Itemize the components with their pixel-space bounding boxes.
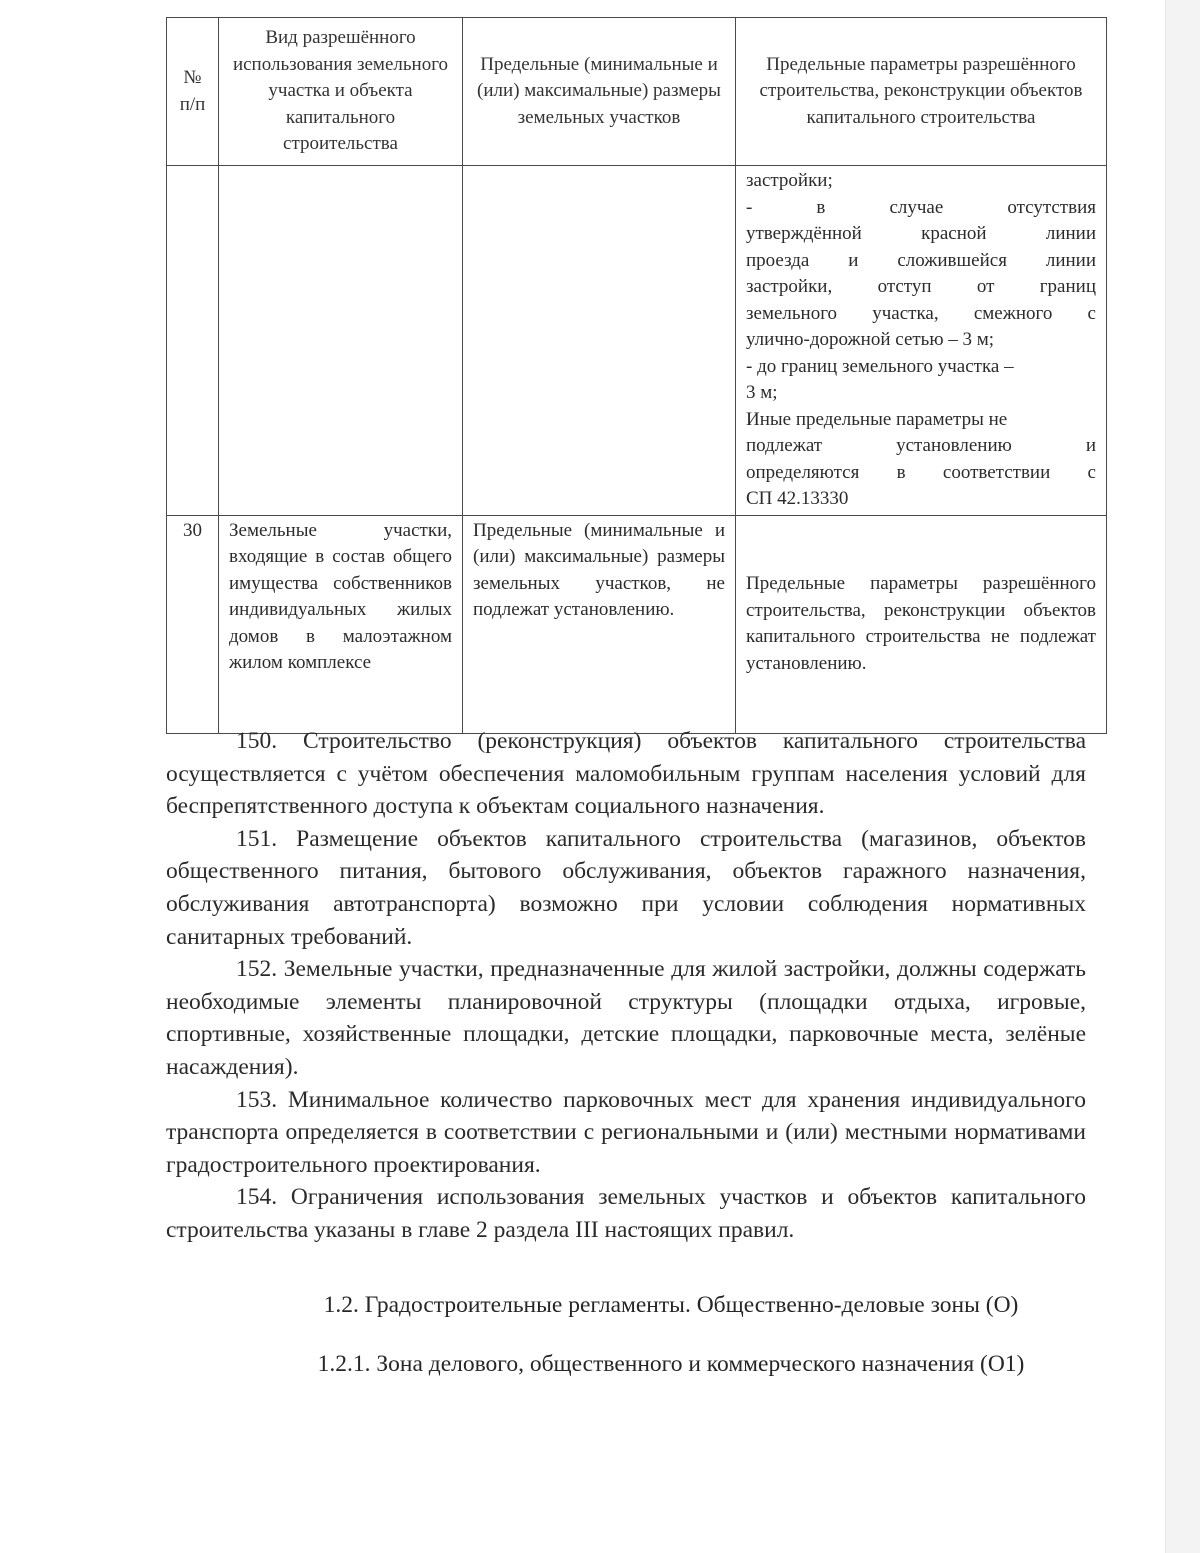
cell-empty (167, 166, 219, 516)
params-continuation-line: СП 42.13330 (746, 488, 849, 509)
table-row-continuation (167, 166, 1107, 516)
scan-edge-strip (1165, 0, 1200, 1553)
header-number: № п/п (167, 18, 219, 166)
paragraph-154: 154. Ограничения использования земельных участков и объектов капитального строительства указаны в главе 2 раздела III настоящих правил. (166, 1184, 1086, 1243)
params-continuation-line: застройки, отступ от границ (746, 276, 1096, 297)
table-row-30 (167, 515, 1107, 733)
params-continuation-line: подлежат установлению и (746, 435, 1096, 456)
params-continuation-line: Иные предельные параметры не (746, 408, 1008, 430)
cell-use-type: Земельные участки, входящие в состав общего имущества собственников индивидуальных жилых домов в малоэтажном жилом комплексе (219, 515, 463, 733)
paragraph-152: 152. Земельные участки, предназначенные для жилой застройки, должны содержать необходимые элементы планировочной структуры (площадки отдыха, игровые, спортивные, хозяйственные площадки, детские площадки, парковочные места, зелёные насаждения). (166, 956, 1086, 1080)
cell-row-number: 30 (167, 515, 219, 733)
params-continuation-line: утверждённой красной линии (746, 223, 1096, 244)
header-use-type: Вид разрешённого использования земельного участка и объекта капитального строительства (219, 18, 463, 166)
params-continuation-line: - в случае отсутствия (746, 196, 1096, 218)
params-continuation-line: застройки; (746, 170, 833, 191)
header-plot-size: Предельные (минимальные и (или) максимальные) размеры земельных участков (463, 18, 736, 166)
header-build-params: Предельные параметры разрешённого строительства, реконструкции объектов капитального строительства (736, 18, 1107, 166)
params-continuation-line: - до границ земельного участка – (746, 355, 1014, 377)
regulations-table (166, 17, 1107, 734)
paragraph-150: 150. Строительство (реконструкция) объектов капитального строительства осуществляется с учётом обеспечения маломобильным группам населения условий для беспрепятственного доступа к объектам социального назначения. (166, 728, 1086, 820)
params-continuation-text (746, 168, 1096, 513)
paragraph-151: 151. Размещение объектов капитального строительства (магазинов, объектов общественного питания, бытового обслуживания, объектов гаражного назначения, обслуживания автотранспорта) возможно при условии соблюдения нормативных санитарных требований. (166, 825, 1086, 950)
cell-params-continuation (736, 166, 1107, 516)
params-continuation-line: проезда и сложившейся линии (746, 249, 1096, 271)
table-header-row (167, 18, 1107, 166)
section-heading: 1.2. Градостроительные регламенты. Общественно-деловые зоны (О) (323, 1292, 1019, 1318)
cell-empty (463, 166, 736, 516)
subsection-heading: 1.2.1. Зона делового, общественного и коммерческого назначения (О1) (317, 1351, 1025, 1377)
cell-build-params: Предельные параметры разрешённого строительства, реконструкции объектов капитального строительства не подлежат установлению. (736, 515, 1107, 733)
params-continuation-line: земельного участка, смежного с (746, 302, 1096, 324)
params-continuation-line: улично-дорожной сетью – 3 м; (746, 329, 995, 350)
body-paragraphs (166, 725, 1086, 1247)
cell-plot-size: Предельные (минимальные и (или) максимальные) размеры земельных участков, не подлежат установлению. (463, 515, 736, 733)
params-continuation-line: определяются в соответствии с (746, 461, 1096, 483)
cell-empty (219, 166, 463, 516)
paragraph-153: 153. Минимальное количество парковочных мест для хранения индивидуального транспорта определяется в соответствии с региональными и (или) местными нормативами градостроительного проектирования. (166, 1086, 1086, 1178)
params-continuation-line: 3 м; (746, 382, 778, 403)
